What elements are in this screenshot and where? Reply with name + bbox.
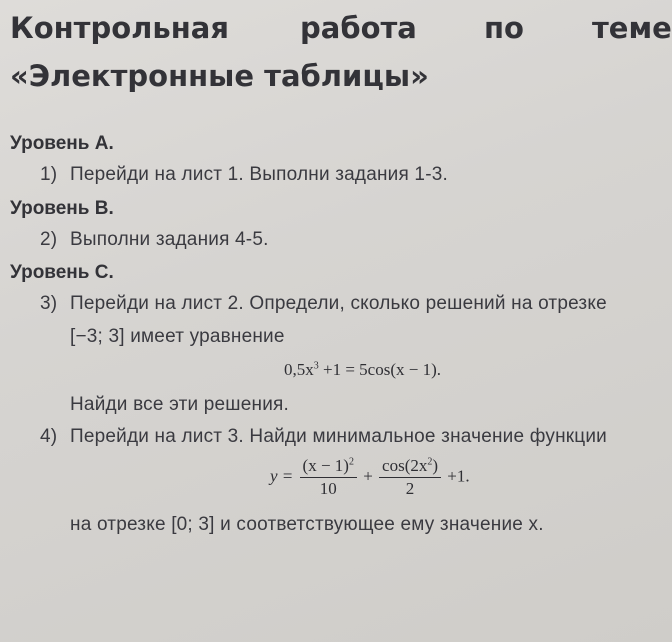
- task-3-text: Перейди на лист 2. Определи, сколько решений на отрезке: [70, 293, 607, 314]
- task-1-text: Перейди на лист 1. Выполни задания 1-3.: [70, 164, 448, 185]
- fraction-2-denominator: 2: [405, 479, 415, 498]
- fraction-1-denominator: 10: [319, 479, 337, 498]
- level-c-heading: Уровень С.: [10, 262, 114, 283]
- task-3-line-1: [40, 293, 607, 315]
- task-3-line-2: [−3; 3] имеет уравнение: [70, 326, 285, 347]
- formula-y: y =: [270, 466, 294, 486]
- task-3-number: 3): [40, 293, 58, 314]
- level-a-heading: Уровень А.: [10, 133, 114, 154]
- formula-plus: +: [363, 466, 373, 486]
- title-word-4: теме: [592, 11, 672, 45]
- task-2-line: [40, 229, 269, 251]
- title-word-2: работа: [300, 11, 417, 45]
- fraction-2-numerator: cos(2x: [382, 456, 428, 475]
- equation-rest: +1 = 5cos(x − 1).: [318, 360, 441, 379]
- task-3-line-3: Найди все эти решения.: [70, 394, 289, 415]
- task-4-number: 4): [40, 426, 58, 447]
- fraction-1-numerator: (x − 1): [302, 456, 349, 475]
- task-4-line-1: [40, 426, 607, 448]
- task-3-equation: [284, 360, 441, 380]
- task-4-text: Перейди на лист 3. Найди минимальное значение функции: [70, 426, 607, 447]
- formula-fraction-2: $\frac{\cos(2x^2)}{2}$: [379, 456, 441, 499]
- task-2-text: Выполни задания 4-5.: [70, 229, 269, 250]
- equation-power: 3: [313, 360, 319, 372]
- task-2-number: 2): [40, 229, 58, 250]
- task-4-line-2: на отрезке [0; 3] и соответствующее ему значение x.: [70, 514, 544, 535]
- equation-lhs: 0,5x: [284, 360, 314, 379]
- task-1-number: 1): [40, 164, 58, 185]
- task-4-formula: [270, 456, 470, 499]
- document-title-line2: «Электронные таблицы»: [10, 59, 429, 93]
- task-1-line: [40, 164, 448, 186]
- level-b-heading: Уровень В.: [10, 198, 114, 219]
- formula-fraction-1: $\frac{(x - 1)^2}{10}$: [300, 456, 357, 499]
- title-word-3: по: [484, 11, 524, 45]
- title-word-1: Контрольная: [10, 11, 229, 45]
- formula-tail: +1.: [447, 466, 470, 486]
